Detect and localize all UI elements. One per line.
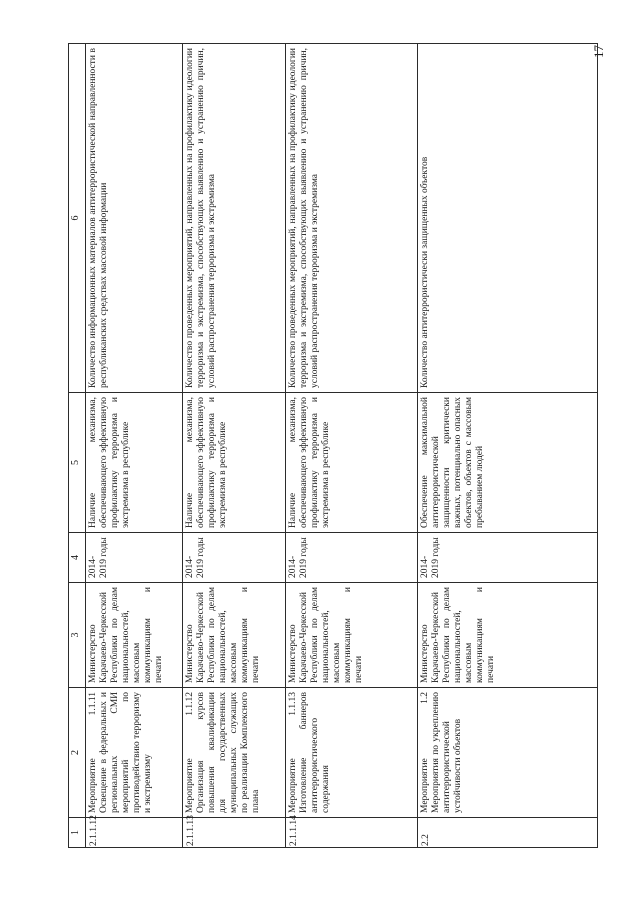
row-number: 2.2 — [418, 818, 598, 848]
term-cell: 2014-2019 годы — [418, 533, 598, 583]
header-cell: 2 — [69, 688, 86, 818]
result-cell: Обеспечение максимальной антитеррористической защищенности критически важных, потенциально опасных объектов, объектов с массовым пребыванием людей — [418, 393, 598, 533]
program-table — [68, 43, 598, 848]
event-cell: Мероприятие 1.1.13 Изготовление баннеров антитеррористического содержания — [286, 688, 418, 818]
row-number: 2.1.1.12 — [86, 818, 183, 848]
header-cell: 3 — [69, 583, 86, 688]
header-row — [69, 44, 86, 848]
header-cell: 1 — [69, 818, 86, 848]
event-cell: Мероприятие 1.1.11 Освещение в федеральных и региональных СМИ мероприятий по противодействию терроризму и экстремизму — [86, 688, 183, 818]
table-row — [183, 44, 286, 848]
indicator-cell: Количество проведенных мероприятий, направленных на профилактику идеологии терроризма и экстремизма, способствующих выявлению и устранению причин, условий распространения терроризма и экстремизма — [183, 44, 286, 393]
result-cell: Наличие механизма, обеспечивающего эффективную профилактику терроризма и экстремизма в республике — [183, 393, 286, 533]
term-cell: 2014-2019 годы — [86, 533, 183, 583]
executor-cell: Министерство Карачаево-Черкесской Республики по делам национальностей, массовым коммуникациям и печати — [418, 583, 598, 688]
table-row — [418, 44, 598, 848]
indicator-cell: Количество информационных материалов антитеррористической направленности в республиканских средствах массовой информации — [86, 44, 183, 393]
table-row — [86, 44, 183, 848]
row-number: 2.1.1.13 — [183, 818, 286, 848]
executor-cell: Министерство Карачаево-Черкесской Республики по делам национальностей, массовым коммуникациям и печати — [286, 583, 418, 688]
term-cell: 2014-2019 годы — [183, 533, 286, 583]
indicator-cell: Количество проведенных мероприятий, направленных на профилактику идеологии терроризма и экстремизма, способствующих выявлению и устранению причин, условий распространения терроризма и экстремизма — [286, 44, 418, 393]
page-number: 17 — [591, 45, 606, 58]
indicator-cell: Количество антитеррористически защищенных объектов — [418, 44, 598, 393]
term-cell: 2014-2019 годы — [286, 533, 418, 583]
event-cell: Мероприятие 1.1.12 Организация курсов повышения квалификации для государственных муниципальных служащих по реализации Комплексного плана — [183, 688, 286, 818]
row-number: 2.1.1.14 — [286, 818, 418, 848]
executor-cell: Министерство Карачаево-Черкесской Республики по делам национальностей, массовым коммуникациям и печати — [183, 583, 286, 688]
header-cell: 4 — [69, 533, 86, 583]
table-row — [286, 44, 418, 848]
executor-cell: Министерство Карачаево-Черкесской Республики по делам национальностей, массовым коммуникациям и печати — [86, 583, 183, 688]
event-cell: Мероприятие 1.2 Мероприятия по укреплению антитеррористической устойчивости объектов — [418, 688, 598, 818]
header-cell: 5 — [69, 393, 86, 533]
result-cell: Наличие механизма, обеспечивающего эффективную профилактику терроризма и экстремизма в республике — [286, 393, 418, 533]
result-cell: Наличие механизма, обеспечивающего эффективную профилактику терроризма и экстремизма в республике — [86, 393, 183, 533]
header-cell: 6 — [69, 44, 86, 393]
rotated-table-container — [68, 44, 572, 848]
